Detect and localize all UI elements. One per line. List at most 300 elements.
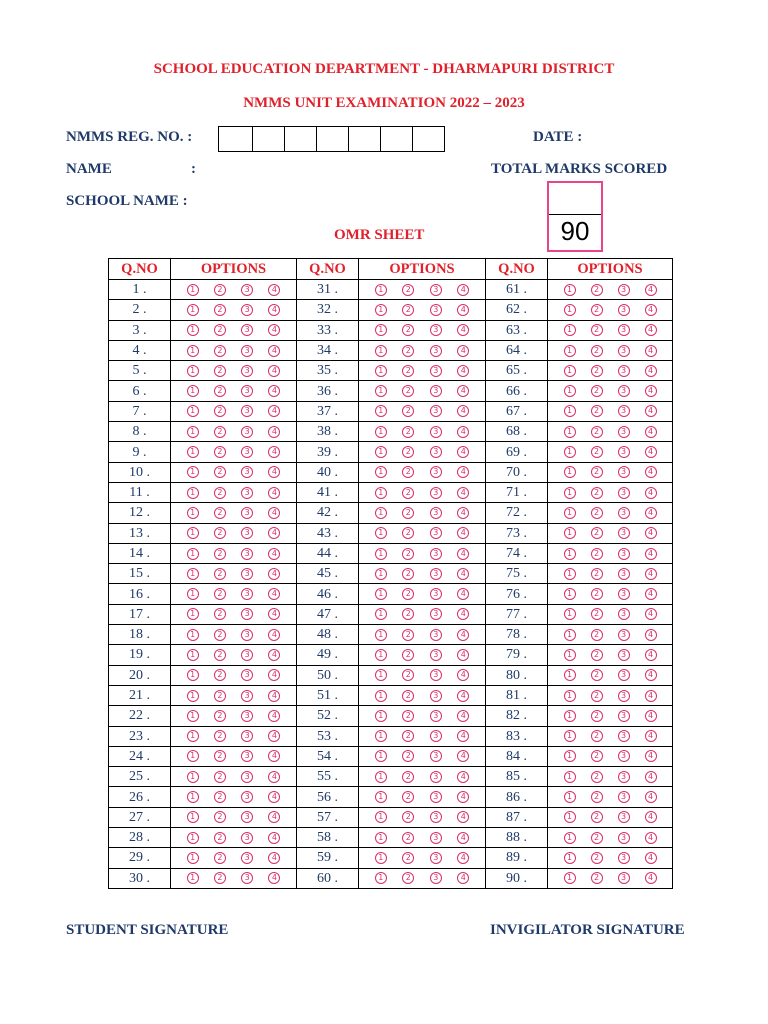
option-bubble[interactable]: 2 xyxy=(402,304,414,316)
option-bubble[interactable]: 3 xyxy=(241,852,253,864)
option-bubble[interactable]: 1 xyxy=(564,284,576,296)
option-bubble[interactable]: 2 xyxy=(214,426,226,438)
option-bubble[interactable]: 2 xyxy=(214,608,226,620)
option-bubble[interactable]: 2 xyxy=(214,730,226,742)
option-bubble[interactable]: 2 xyxy=(402,507,414,519)
option-bubble[interactable]: 1 xyxy=(564,811,576,823)
option-bubble[interactable]: 1 xyxy=(375,811,387,823)
option-bubble[interactable]: 4 xyxy=(268,811,280,823)
option-bubble[interactable]: 1 xyxy=(187,791,199,803)
option-bubble[interactable]: 1 xyxy=(564,365,576,377)
option-bubble[interactable]: 4 xyxy=(457,771,469,783)
option-bubble[interactable]: 2 xyxy=(591,568,603,580)
option-bubble[interactable]: 3 xyxy=(618,304,630,316)
option-bubble[interactable]: 4 xyxy=(457,730,469,742)
option-bubble[interactable]: 3 xyxy=(618,345,630,357)
option-bubble[interactable]: 4 xyxy=(457,791,469,803)
option-bubble[interactable]: 1 xyxy=(187,426,199,438)
option-bubble[interactable]: 1 xyxy=(187,629,199,641)
option-bubble[interactable]: 1 xyxy=(187,771,199,783)
option-bubble[interactable]: 1 xyxy=(187,710,199,722)
option-bubble[interactable]: 3 xyxy=(430,669,442,681)
option-bubble[interactable]: 2 xyxy=(591,405,603,417)
option-bubble[interactable]: 4 xyxy=(645,487,657,499)
option-bubble[interactable]: 3 xyxy=(241,426,253,438)
option-bubble[interactable]: 2 xyxy=(591,365,603,377)
reg-no-digit-box[interactable] xyxy=(284,127,316,151)
option-bubble[interactable]: 3 xyxy=(618,771,630,783)
option-bubble[interactable]: 2 xyxy=(402,629,414,641)
option-bubble[interactable]: 1 xyxy=(187,690,199,702)
option-bubble[interactable]: 4 xyxy=(268,466,280,478)
option-bubble[interactable]: 3 xyxy=(241,771,253,783)
option-bubble[interactable]: 2 xyxy=(214,548,226,560)
option-bubble[interactable]: 2 xyxy=(402,771,414,783)
option-bubble[interactable]: 3 xyxy=(430,791,442,803)
option-bubble[interactable]: 3 xyxy=(618,649,630,661)
option-bubble[interactable]: 2 xyxy=(402,548,414,560)
option-bubble[interactable]: 1 xyxy=(564,527,576,539)
option-bubble[interactable]: 1 xyxy=(187,669,199,681)
option-bubble[interactable]: 4 xyxy=(268,426,280,438)
option-bubble[interactable]: 2 xyxy=(591,345,603,357)
option-bubble[interactable]: 2 xyxy=(214,791,226,803)
option-bubble[interactable]: 4 xyxy=(268,669,280,681)
option-bubble[interactable]: 4 xyxy=(645,304,657,316)
option-bubble[interactable]: 3 xyxy=(241,629,253,641)
option-bubble[interactable]: 2 xyxy=(402,345,414,357)
option-bubble[interactable]: 1 xyxy=(375,405,387,417)
option-bubble[interactable]: 2 xyxy=(591,629,603,641)
option-bubble[interactable]: 3 xyxy=(430,365,442,377)
option-bubble[interactable]: 1 xyxy=(375,568,387,580)
option-bubble[interactable]: 1 xyxy=(564,446,576,458)
option-bubble[interactable]: 2 xyxy=(402,669,414,681)
option-bubble[interactable]: 2 xyxy=(214,466,226,478)
option-bubble[interactable]: 2 xyxy=(591,284,603,296)
option-bubble[interactable]: 3 xyxy=(430,629,442,641)
option-bubble[interactable]: 4 xyxy=(268,345,280,357)
option-bubble[interactable]: 3 xyxy=(241,811,253,823)
option-bubble[interactable]: 4 xyxy=(457,466,469,478)
option-bubble[interactable]: 3 xyxy=(430,832,442,844)
option-bubble[interactable]: 2 xyxy=(591,446,603,458)
option-bubble[interactable]: 4 xyxy=(645,669,657,681)
option-bubble[interactable]: 4 xyxy=(457,649,469,661)
option-bubble[interactable]: 4 xyxy=(268,446,280,458)
option-bubble[interactable]: 1 xyxy=(375,385,387,397)
option-bubble[interactable]: 4 xyxy=(457,548,469,560)
option-bubble[interactable]: 4 xyxy=(457,568,469,580)
option-bubble[interactable]: 4 xyxy=(645,690,657,702)
option-bubble[interactable]: 2 xyxy=(214,690,226,702)
option-bubble[interactable]: 3 xyxy=(618,466,630,478)
option-bubble[interactable]: 2 xyxy=(402,385,414,397)
option-bubble[interactable]: 1 xyxy=(564,466,576,478)
option-bubble[interactable]: 4 xyxy=(268,710,280,722)
option-bubble[interactable]: 4 xyxy=(457,669,469,681)
option-bubble[interactable]: 4 xyxy=(268,690,280,702)
option-bubble[interactable]: 2 xyxy=(402,324,414,336)
option-bubble[interactable]: 2 xyxy=(214,852,226,864)
option-bubble[interactable]: 4 xyxy=(645,548,657,560)
option-bubble[interactable]: 3 xyxy=(618,588,630,600)
option-bubble[interactable]: 1 xyxy=(375,872,387,884)
option-bubble[interactable]: 4 xyxy=(645,527,657,539)
option-bubble[interactable]: 1 xyxy=(187,832,199,844)
option-bubble[interactable]: 3 xyxy=(241,548,253,560)
option-bubble[interactable]: 2 xyxy=(591,608,603,620)
reg-no-boxes[interactable] xyxy=(218,126,445,152)
option-bubble[interactable]: 4 xyxy=(645,710,657,722)
option-bubble[interactable]: 1 xyxy=(564,568,576,580)
option-bubble[interactable]: 4 xyxy=(457,872,469,884)
option-bubble[interactable]: 1 xyxy=(375,588,387,600)
option-bubble[interactable]: 1 xyxy=(187,527,199,539)
option-bubble[interactable]: 4 xyxy=(645,365,657,377)
option-bubble[interactable]: 2 xyxy=(402,588,414,600)
option-bubble[interactable]: 2 xyxy=(402,426,414,438)
option-bubble[interactable]: 4 xyxy=(645,385,657,397)
option-bubble[interactable]: 3 xyxy=(241,284,253,296)
option-bubble[interactable]: 4 xyxy=(457,690,469,702)
option-bubble[interactable]: 3 xyxy=(618,629,630,641)
option-bubble[interactable]: 4 xyxy=(457,304,469,316)
option-bubble[interactable]: 1 xyxy=(564,852,576,864)
option-bubble[interactable]: 1 xyxy=(564,426,576,438)
option-bubble[interactable]: 2 xyxy=(214,588,226,600)
option-bubble[interactable]: 2 xyxy=(402,791,414,803)
option-bubble[interactable]: 2 xyxy=(402,832,414,844)
option-bubble[interactable]: 4 xyxy=(645,771,657,783)
option-bubble[interactable]: 3 xyxy=(241,324,253,336)
option-bubble[interactable]: 1 xyxy=(187,365,199,377)
option-bubble[interactable]: 4 xyxy=(457,629,469,641)
option-bubble[interactable]: 1 xyxy=(564,345,576,357)
option-bubble[interactable]: 4 xyxy=(268,791,280,803)
option-bubble[interactable]: 3 xyxy=(241,690,253,702)
option-bubble[interactable]: 2 xyxy=(214,649,226,661)
option-bubble[interactable]: 2 xyxy=(214,304,226,316)
option-bubble[interactable]: 3 xyxy=(430,507,442,519)
option-bubble[interactable]: 1 xyxy=(375,852,387,864)
option-bubble[interactable]: 1 xyxy=(375,629,387,641)
option-bubble[interactable]: 3 xyxy=(618,669,630,681)
option-bubble[interactable]: 2 xyxy=(591,588,603,600)
option-bubble[interactable]: 4 xyxy=(645,791,657,803)
option-bubble[interactable]: 4 xyxy=(645,629,657,641)
option-bubble[interactable]: 4 xyxy=(645,446,657,458)
option-bubble[interactable]: 2 xyxy=(402,710,414,722)
option-bubble[interactable]: 2 xyxy=(402,730,414,742)
option-bubble[interactable]: 4 xyxy=(268,649,280,661)
option-bubble[interactable]: 1 xyxy=(375,466,387,478)
option-bubble[interactable]: 2 xyxy=(402,852,414,864)
option-bubble[interactable]: 3 xyxy=(430,345,442,357)
option-bubble[interactable]: 2 xyxy=(402,608,414,620)
option-bubble[interactable]: 3 xyxy=(241,365,253,377)
option-bubble[interactable]: 2 xyxy=(591,669,603,681)
option-bubble[interactable]: 4 xyxy=(268,507,280,519)
option-bubble[interactable]: 1 xyxy=(375,690,387,702)
option-bubble[interactable]: 2 xyxy=(214,507,226,519)
option-bubble[interactable]: 1 xyxy=(375,832,387,844)
option-bubble[interactable]: 3 xyxy=(618,852,630,864)
option-bubble[interactable]: 1 xyxy=(187,568,199,580)
option-bubble[interactable]: 1 xyxy=(375,507,387,519)
option-bubble[interactable]: 3 xyxy=(241,345,253,357)
option-bubble[interactable]: 3 xyxy=(430,588,442,600)
option-bubble[interactable]: 3 xyxy=(618,730,630,742)
option-bubble[interactable]: 4 xyxy=(645,588,657,600)
option-bubble[interactable]: 3 xyxy=(430,872,442,884)
option-bubble[interactable]: 4 xyxy=(457,832,469,844)
option-bubble[interactable]: 3 xyxy=(241,446,253,458)
option-bubble[interactable]: 2 xyxy=(591,771,603,783)
option-bubble[interactable]: 3 xyxy=(618,507,630,519)
option-bubble[interactable]: 2 xyxy=(402,690,414,702)
option-bubble[interactable]: 2 xyxy=(214,811,226,823)
option-bubble[interactable]: 3 xyxy=(618,608,630,620)
option-bubble[interactable]: 3 xyxy=(618,284,630,296)
option-bubble[interactable]: 1 xyxy=(375,710,387,722)
option-bubble[interactable]: 1 xyxy=(564,487,576,499)
reg-no-digit-box[interactable] xyxy=(252,127,284,151)
option-bubble[interactable]: 4 xyxy=(457,446,469,458)
option-bubble[interactable]: 4 xyxy=(645,405,657,417)
option-bubble[interactable]: 2 xyxy=(591,426,603,438)
option-bubble[interactable]: 4 xyxy=(457,365,469,377)
option-bubble[interactable]: 1 xyxy=(564,629,576,641)
option-bubble[interactable]: 3 xyxy=(241,832,253,844)
option-bubble[interactable]: 1 xyxy=(187,487,199,499)
option-bubble[interactable]: 4 xyxy=(457,852,469,864)
option-bubble[interactable]: 2 xyxy=(214,446,226,458)
option-bubble[interactable]: 2 xyxy=(402,811,414,823)
option-bubble[interactable]: 3 xyxy=(618,710,630,722)
option-bubble[interactable]: 4 xyxy=(457,324,469,336)
option-bubble[interactable]: 2 xyxy=(214,872,226,884)
option-bubble[interactable]: 3 xyxy=(430,446,442,458)
option-bubble[interactable]: 3 xyxy=(430,527,442,539)
option-bubble[interactable]: 2 xyxy=(402,568,414,580)
option-bubble[interactable]: 2 xyxy=(402,872,414,884)
option-bubble[interactable]: 3 xyxy=(430,771,442,783)
option-bubble[interactable]: 1 xyxy=(375,365,387,377)
option-bubble[interactable]: 3 xyxy=(241,507,253,519)
option-bubble[interactable]: 4 xyxy=(645,426,657,438)
option-bubble[interactable]: 3 xyxy=(618,872,630,884)
option-bubble[interactable]: 1 xyxy=(375,527,387,539)
option-bubble[interactable]: 3 xyxy=(430,284,442,296)
option-bubble[interactable]: 1 xyxy=(564,588,576,600)
option-bubble[interactable]: 1 xyxy=(564,405,576,417)
option-bubble[interactable]: 2 xyxy=(402,487,414,499)
option-bubble[interactable]: 3 xyxy=(618,832,630,844)
option-bubble[interactable]: 4 xyxy=(268,365,280,377)
option-bubble[interactable]: 4 xyxy=(645,507,657,519)
option-bubble[interactable]: 1 xyxy=(564,385,576,397)
option-bubble[interactable]: 4 xyxy=(457,507,469,519)
option-bubble[interactable]: 1 xyxy=(187,284,199,296)
option-bubble[interactable]: 1 xyxy=(564,690,576,702)
option-bubble[interactable]: 3 xyxy=(430,487,442,499)
option-bubble[interactable]: 2 xyxy=(214,527,226,539)
option-bubble[interactable]: 2 xyxy=(591,791,603,803)
option-bubble[interactable]: 1 xyxy=(564,324,576,336)
option-bubble[interactable]: 2 xyxy=(402,284,414,296)
option-bubble[interactable]: 3 xyxy=(618,690,630,702)
option-bubble[interactable]: 3 xyxy=(241,527,253,539)
option-bubble[interactable]: 4 xyxy=(645,730,657,742)
option-bubble[interactable]: 2 xyxy=(214,365,226,377)
option-bubble[interactable]: 4 xyxy=(457,385,469,397)
option-bubble[interactable]: 4 xyxy=(268,304,280,316)
option-bubble[interactable]: 4 xyxy=(457,426,469,438)
option-bubble[interactable]: 4 xyxy=(645,466,657,478)
option-bubble[interactable]: 2 xyxy=(214,324,226,336)
option-bubble[interactable]: 2 xyxy=(591,690,603,702)
option-bubble[interactable]: 4 xyxy=(457,750,469,762)
option-bubble[interactable]: 3 xyxy=(241,568,253,580)
option-bubble[interactable]: 3 xyxy=(241,405,253,417)
option-bubble[interactable]: 3 xyxy=(430,405,442,417)
option-bubble[interactable]: 3 xyxy=(430,385,442,397)
option-bubble[interactable]: 3 xyxy=(618,527,630,539)
option-bubble[interactable]: 4 xyxy=(268,385,280,397)
option-bubble[interactable]: 4 xyxy=(645,345,657,357)
option-bubble[interactable]: 3 xyxy=(618,811,630,823)
option-bubble[interactable]: 1 xyxy=(187,304,199,316)
option-bubble[interactable]: 2 xyxy=(214,568,226,580)
option-bubble[interactable]: 4 xyxy=(457,405,469,417)
option-bubble[interactable]: 3 xyxy=(241,487,253,499)
option-bubble[interactable]: 1 xyxy=(187,548,199,560)
option-bubble[interactable]: 2 xyxy=(214,487,226,499)
option-bubble[interactable]: 1 xyxy=(187,466,199,478)
option-bubble[interactable]: 3 xyxy=(618,426,630,438)
option-bubble[interactable]: 4 xyxy=(268,872,280,884)
option-bubble[interactable]: 3 xyxy=(430,750,442,762)
option-bubble[interactable]: 3 xyxy=(241,588,253,600)
option-bubble[interactable]: 4 xyxy=(645,608,657,620)
option-bubble[interactable]: 3 xyxy=(241,872,253,884)
reg-no-digit-box[interactable] xyxy=(219,127,252,151)
reg-no-digit-box[interactable] xyxy=(412,127,444,151)
option-bubble[interactable]: 2 xyxy=(214,750,226,762)
option-bubble[interactable]: 1 xyxy=(187,811,199,823)
option-bubble[interactable]: 3 xyxy=(618,405,630,417)
option-bubble[interactable]: 1 xyxy=(187,852,199,864)
option-bubble[interactable]: 4 xyxy=(645,750,657,762)
option-bubble[interactable]: 4 xyxy=(268,750,280,762)
option-bubble[interactable]: 4 xyxy=(457,811,469,823)
option-bubble[interactable]: 1 xyxy=(375,304,387,316)
option-bubble[interactable]: 2 xyxy=(214,710,226,722)
option-bubble[interactable]: 1 xyxy=(375,669,387,681)
reg-no-digit-box[interactable] xyxy=(348,127,380,151)
option-bubble[interactable]: 3 xyxy=(618,365,630,377)
option-bubble[interactable]: 3 xyxy=(618,385,630,397)
option-bubble[interactable]: 4 xyxy=(645,649,657,661)
option-bubble[interactable]: 4 xyxy=(645,811,657,823)
option-bubble[interactable]: 1 xyxy=(375,730,387,742)
option-bubble[interactable]: 1 xyxy=(564,710,576,722)
option-bubble[interactable]: 3 xyxy=(241,649,253,661)
option-bubble[interactable]: 3 xyxy=(241,730,253,742)
option-bubble[interactable]: 3 xyxy=(430,852,442,864)
option-bubble[interactable]: 1 xyxy=(564,649,576,661)
option-bubble[interactable]: 1 xyxy=(375,608,387,620)
option-bubble[interactable]: 1 xyxy=(187,405,199,417)
option-bubble[interactable]: 2 xyxy=(402,446,414,458)
option-bubble[interactable]: 1 xyxy=(375,548,387,560)
option-bubble[interactable]: 1 xyxy=(187,750,199,762)
option-bubble[interactable]: 1 xyxy=(187,324,199,336)
option-bubble[interactable]: 1 xyxy=(187,649,199,661)
option-bubble[interactable]: 1 xyxy=(375,324,387,336)
option-bubble[interactable]: 2 xyxy=(214,345,226,357)
option-bubble[interactable]: 3 xyxy=(618,750,630,762)
option-bubble[interactable]: 2 xyxy=(402,365,414,377)
option-bubble[interactable]: 1 xyxy=(564,304,576,316)
option-bubble[interactable]: 3 xyxy=(241,304,253,316)
option-bubble[interactable]: 3 xyxy=(241,669,253,681)
option-bubble[interactable]: 3 xyxy=(430,649,442,661)
option-bubble[interactable]: 2 xyxy=(591,548,603,560)
option-bubble[interactable]: 4 xyxy=(268,629,280,641)
option-bubble[interactable]: 2 xyxy=(214,405,226,417)
option-bubble[interactable]: 4 xyxy=(645,324,657,336)
option-bubble[interactable]: 3 xyxy=(430,690,442,702)
option-bubble[interactable]: 3 xyxy=(618,487,630,499)
option-bubble[interactable]: 3 xyxy=(430,568,442,580)
option-bubble[interactable]: 1 xyxy=(375,446,387,458)
option-bubble[interactable]: 1 xyxy=(375,284,387,296)
option-bubble[interactable]: 2 xyxy=(591,507,603,519)
option-bubble[interactable]: 1 xyxy=(564,608,576,620)
option-bubble[interactable]: 1 xyxy=(375,426,387,438)
option-bubble[interactable]: 3 xyxy=(430,608,442,620)
option-bubble[interactable]: 4 xyxy=(457,345,469,357)
option-bubble[interactable]: 3 xyxy=(430,324,442,336)
option-bubble[interactable]: 3 xyxy=(430,811,442,823)
option-bubble[interactable]: 2 xyxy=(591,852,603,864)
option-bubble[interactable]: 2 xyxy=(402,466,414,478)
option-bubble[interactable]: 3 xyxy=(241,710,253,722)
option-bubble[interactable]: 4 xyxy=(268,771,280,783)
option-bubble[interactable]: 4 xyxy=(645,832,657,844)
option-bubble[interactable]: 2 xyxy=(591,730,603,742)
option-bubble[interactable]: 1 xyxy=(187,345,199,357)
option-bubble[interactable]: 4 xyxy=(268,730,280,742)
option-bubble[interactable]: 2 xyxy=(591,811,603,823)
option-bubble[interactable]: 1 xyxy=(375,791,387,803)
option-bubble[interactable]: 1 xyxy=(564,750,576,762)
option-bubble[interactable]: 1 xyxy=(564,548,576,560)
option-bubble[interactable]: 2 xyxy=(402,527,414,539)
option-bubble[interactable]: 1 xyxy=(564,771,576,783)
option-bubble[interactable]: 3 xyxy=(618,568,630,580)
option-bubble[interactable]: 2 xyxy=(214,385,226,397)
option-bubble[interactable]: 1 xyxy=(564,730,576,742)
option-bubble[interactable]: 2 xyxy=(591,324,603,336)
option-bubble[interactable]: 1 xyxy=(187,588,199,600)
option-bubble[interactable]: 1 xyxy=(564,669,576,681)
option-bubble[interactable]: 3 xyxy=(241,791,253,803)
option-bubble[interactable]: 1 xyxy=(187,872,199,884)
option-bubble[interactable]: 2 xyxy=(591,750,603,762)
